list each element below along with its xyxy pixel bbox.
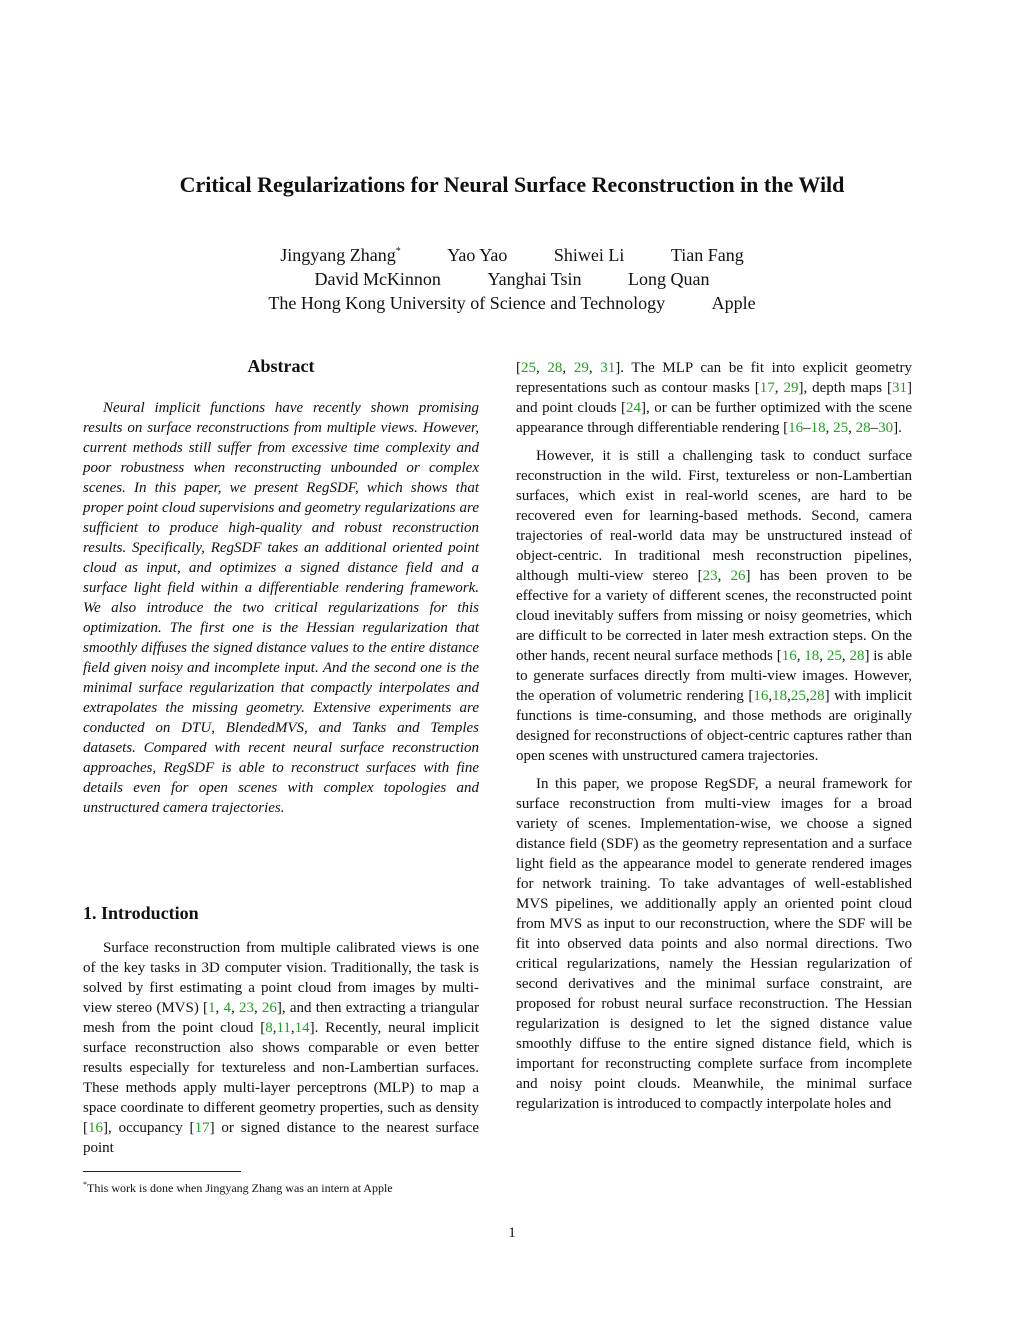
citation-link[interactable]: 14 <box>294 1020 310 1036</box>
citation-link[interactable]: 25 <box>826 648 842 664</box>
body-text: , <box>272 1020 277 1036</box>
author-name: Long Quan <box>628 269 710 289</box>
right-paragraph-2: In this paper, we propose RegSDF, a neural framework for surface reconstruction from multi-view images for a broad variety of scenes. Implementation-wise, we choose a signed distance field (SDF) as the geometry representation and a surface light field as the appearance model to generate rendered images for network training. To take advantages of well-established MVS pipelines, we additionally apply an oriented point cloud from MVS as input to our reconstruction, where the SDF will be fit into observed data points and also normal directions. Two critical regularizations, namely the Hessian regularization of second derivatives and the minimal surface constraint, are proposed for robust neural surface reconstruction. The Hessian regularization is designed to let the signed distance value smoothly diffuse to the entire signed distance field, which is important for reconstructing complete surface from incomplete and noisy point clouds. Meanwhile, the minimal surface regularization is introduced to compactly interpolate holes and <box>516 776 912 1112</box>
citation-link[interactable]: 25 <box>521 360 536 376</box>
body-text: , <box>536 360 548 376</box>
author-name: David McKinnon <box>314 269 441 289</box>
affiliation: The Hong Kong University of Science and Technology <box>268 293 666 313</box>
body-text: ], and then extracting a triangular mesh from the point cloud [ <box>83 1000 480 1036</box>
citation-link[interactable]: 23 <box>238 1000 254 1016</box>
body-text: , <box>841 648 850 664</box>
author-row-1 <box>0 240 1024 267</box>
citation-link[interactable]: 25 <box>790 688 806 704</box>
citation-link[interactable]: 18 <box>772 688 788 704</box>
citation-link[interactable]: 28 <box>849 648 865 664</box>
body-text: However, it is still a challenging task to conduct surface reconstruction in the wild. First, textureless or non-Lambertian surfaces, which exist in real-world scenes, are hard to be recovered even for learning-based methods. Second, camera trajectories of real-world data may be unstructured instead of object-centric. In traditional mesh reconstruction pipelines, although multi-view stereo [ <box>516 448 912 584</box>
citation-link[interactable]: 16 <box>88 1120 103 1136</box>
author-name: Shiwei Li <box>553 245 625 265</box>
body-text: , <box>819 648 827 664</box>
left-column <box>83 352 479 818</box>
citation-link[interactable]: 28 <box>855 420 871 436</box>
body-text: ] with implicit functions is time-consuming, and those methods are originally designed for reconstructions of object-centric captures rather than open scenes with unstructured camera trajectories. <box>516 688 912 764</box>
citation-link[interactable]: 16 <box>781 648 797 664</box>
footnote-rule <box>83 1171 241 1172</box>
affiliation-row <box>0 291 1024 315</box>
citation-link[interactable]: 26 <box>261 1000 277 1016</box>
body-text: ] or signed distance to the nearest surface point <box>83 1120 479 1156</box>
citation-link[interactable]: 11 <box>276 1020 291 1036</box>
citation-link[interactable]: 18 <box>804 648 820 664</box>
body-text: Surface reconstruction from multiple calibrated views is one of the key tasks in 3D computer vision. Traditionally, the task is solved by first estimating a point cloud from images by multi-view stereo (MVS) [ <box>83 940 479 1016</box>
body-text: , <box>231 1000 239 1016</box>
body-text: , <box>774 380 784 396</box>
citation-link[interactable]: 30 <box>878 420 894 436</box>
paper-title: Critical Regularizations for Neural Surface Reconstruction in the Wild <box>179 172 845 197</box>
footnote-mark: * <box>83 1180 87 1189</box>
body-text: , <box>290 1020 295 1036</box>
body-text: – <box>803 420 811 436</box>
body-text: ], occupancy [ <box>103 1120 195 1136</box>
body-text: ] is able to generate surfaces directly from multi-view images. However, the operation of volumetric rendering [ <box>516 648 913 704</box>
citation-link[interactable]: 8 <box>265 1020 273 1036</box>
citation-link[interactable]: 16 <box>753 688 769 704</box>
footnote-text: This work is done when Jingyang Zhang was an intern at Apple <box>87 1181 393 1195</box>
body-text: , <box>805 688 810 704</box>
body-text: ], or can be further optimized with the scene appearance through differentiable rendering [ <box>516 400 913 436</box>
right-paragraph-1 <box>516 446 912 766</box>
abstract-heading: Abstract <box>247 356 315 376</box>
body-text: ] has been proven to be effective for a variety of different scenes, the reconstructed point cloud inevitably suffers from missing or noisy geometries, which are difficult to be corrected in later mesh extraction steps. On the other hands, recent neural surface methods [ <box>516 568 912 664</box>
citation-link[interactable]: 28 <box>547 360 563 376</box>
body-text: , <box>253 1000 262 1016</box>
abstract-text: Neural implicit functions have recently shown promising results on surface reconstructions from multiple views. However, current methods still suffer from excessive time complexity and poor robustness when reconstructing unbounded or complex scenes. In this paper, we present RegSDF, which shows that proper point cloud supervisions and geometry regularizations are sufficient to produce high-quality and robust reconstruction results. Specifically, RegSDF takes an additional oriented point cloud as input, and optimizes a signed distance field and a surface light field within a differentiable rendering framework. We also introduce the two critical regularizations for this optimization. The first one is the Hessian regularization that smoothly diffuses the signed distance values to the entire distance field given noisy and incomplete input. And the second one is the minimal surface regularization that compactly interpolates and extrapolates the missing geometry. Extensive experiments are conducted on DTU, BlendedMVS, and Tanks and Temples datasets. Compared with recent neural surface reconstruction approaches, RegSDF is able to reconstruct surfaces with fine details even for open scenes with complex topologies and unstructured camera trajectories. <box>83 400 479 816</box>
page-number: 1 <box>508 1225 516 1241</box>
body-text: , <box>848 420 856 436</box>
intro-paragraph-1 <box>83 938 479 1158</box>
author-name: Yanghai Tsin <box>487 269 582 289</box>
citation-link[interactable]: 24 <box>626 400 642 416</box>
citation-link[interactable]: 17 <box>759 380 775 396</box>
citation-link[interactable]: 4 <box>223 1000 231 1016</box>
author-name: Tian Fang <box>670 245 744 265</box>
right-paragraph-0 <box>516 358 912 438</box>
body-text: – <box>870 420 879 436</box>
author-name-text: Jingyang Zhang <box>280 245 396 265</box>
body-text: , <box>787 688 791 704</box>
author-name: Yao Yao <box>447 245 508 265</box>
body-text: , <box>588 360 601 376</box>
author-footnote-mark: * <box>395 246 401 257</box>
body-text: , <box>825 420 834 436</box>
citation-link[interactable]: 1 <box>208 1000 216 1016</box>
body-text: ]. <box>893 420 902 436</box>
right-column <box>516 358 912 1122</box>
citation-link[interactable]: 18 <box>810 420 826 436</box>
author-row-2 <box>0 267 1024 291</box>
body-text: ], depth maps [ <box>798 380 892 396</box>
citation-link[interactable]: 28 <box>809 688 825 704</box>
affiliation: Apple <box>711 293 756 313</box>
body-text: , <box>796 648 805 664</box>
body-text: , <box>562 360 574 376</box>
citation-link[interactable]: 17 <box>194 1120 210 1136</box>
section-heading-introduction: 1. Introduction <box>83 903 199 923</box>
body-text: ]. Recently, neural implicit surface reconstruction also shows comparable or even better results especially for textureless and non-Lambertian surfaces. These methods apply multi-layer perceptrons (MLP) to map a space coordinate to different geometry properties, such as density [ <box>83 1020 479 1136</box>
body-text: , <box>768 688 773 704</box>
citation-link[interactable]: 16 <box>788 420 804 436</box>
citation-link[interactable]: 26 <box>730 568 746 584</box>
body-text: [ <box>516 360 521 376</box>
body-text: ] and point clouds [ <box>516 380 912 416</box>
body-text: , <box>215 1000 224 1016</box>
citation-link[interactable]: 23 <box>702 568 718 584</box>
citation-link[interactable]: 31 <box>600 360 616 376</box>
author-block <box>0 240 1024 315</box>
body-text: , <box>717 568 731 584</box>
author-name <box>280 245 400 265</box>
citation-link[interactable]: 29 <box>783 380 799 396</box>
footnote <box>83 1177 479 1196</box>
body-text: ]. The MLP can be fit into explicit geometry representations such as contour masks [ <box>516 360 912 396</box>
citation-link[interactable]: 29 <box>573 360 589 376</box>
citation-link[interactable]: 25 <box>833 420 849 436</box>
citation-link[interactable]: 31 <box>892 380 907 396</box>
